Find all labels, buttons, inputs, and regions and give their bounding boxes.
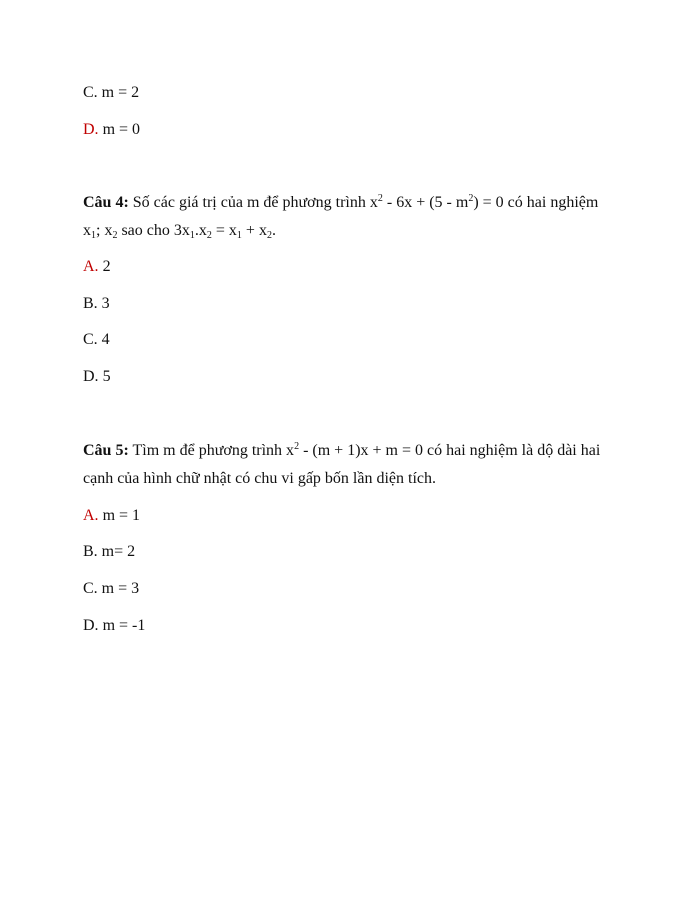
option-letter-correct: A. <box>83 507 99 524</box>
option-text: 3 <box>97 295 110 312</box>
option-text: 4 <box>97 331 110 348</box>
q4-text: Số các giá trị của m để phương trình x <box>128 194 378 211</box>
q5-text: - (m + 1)x + m = 0 có hai nghiệm là dộ dài hai <box>299 442 601 459</box>
prev-option-d <box>83 120 140 140</box>
option-text: 2 <box>98 258 111 275</box>
q5-option-a <box>83 506 140 526</box>
q4-text: ) = 0 có hai nghiệm <box>473 194 599 211</box>
q4-sub: 1 <box>91 230 96 241</box>
q4-sub: 1 <box>236 230 242 241</box>
q4-text: . <box>271 222 276 239</box>
q5-text-line-1 <box>83 441 600 461</box>
q4-option-d <box>83 367 111 387</box>
q4-sub: 2 <box>266 230 272 241</box>
q4-text: x <box>83 222 91 239</box>
option-text: m = -1 <box>98 617 146 634</box>
option-letter: C. <box>83 580 98 597</box>
option-text: m = 2 <box>97 84 140 101</box>
q5-label: Câu 5: <box>83 442 129 459</box>
q5-option-c <box>83 579 139 599</box>
option-text: m= 2 <box>97 543 136 560</box>
option-letter-correct: A. <box>83 258 99 275</box>
option-letter: B. <box>83 543 98 560</box>
option-text: m = 1 <box>98 507 141 524</box>
option-letter: C. <box>83 84 98 101</box>
q4-text: ; x <box>96 222 113 239</box>
q5-text-line-2: cạnh của hình chữ nhật có chu vi gấp bốn lần diện tích. <box>83 470 437 487</box>
option-letter: B. <box>83 295 98 312</box>
option-letter: C. <box>83 331 98 348</box>
q4-sup: 2 <box>468 193 474 204</box>
q4-text: .x <box>194 222 207 239</box>
q4-text: + x <box>241 222 267 239</box>
q4-sup: 2 <box>377 193 383 204</box>
q4-text-line-1 <box>83 193 598 213</box>
q4-option-b <box>83 294 110 314</box>
q4-sub: 1 <box>189 230 195 241</box>
option-letter: D. <box>83 368 99 385</box>
option-letter-correct: D. <box>83 121 99 138</box>
q5-option-b <box>83 542 135 562</box>
q4-text: - 6x + (5 - m <box>382 194 469 211</box>
q5-option-d <box>83 616 145 636</box>
q4-text-line-2 <box>83 221 276 241</box>
option-letter: D. <box>83 617 99 634</box>
q5-sup: 2 <box>294 441 300 452</box>
prev-option-c <box>83 83 139 103</box>
option-text: m = 3 <box>97 580 140 597</box>
q4-option-a <box>83 257 111 277</box>
q4-text: = x <box>211 222 237 239</box>
option-text: m = 0 <box>98 121 141 138</box>
q4-sub: 2 <box>112 230 118 241</box>
option-text: 5 <box>98 368 111 385</box>
q4-option-c <box>83 330 110 350</box>
q4-text: sao cho 3x <box>117 222 190 239</box>
q4-label: Câu 4: <box>83 194 129 211</box>
q4-sub: 2 <box>206 230 212 241</box>
q5-text: Tìm m để phương trình x <box>128 442 295 459</box>
